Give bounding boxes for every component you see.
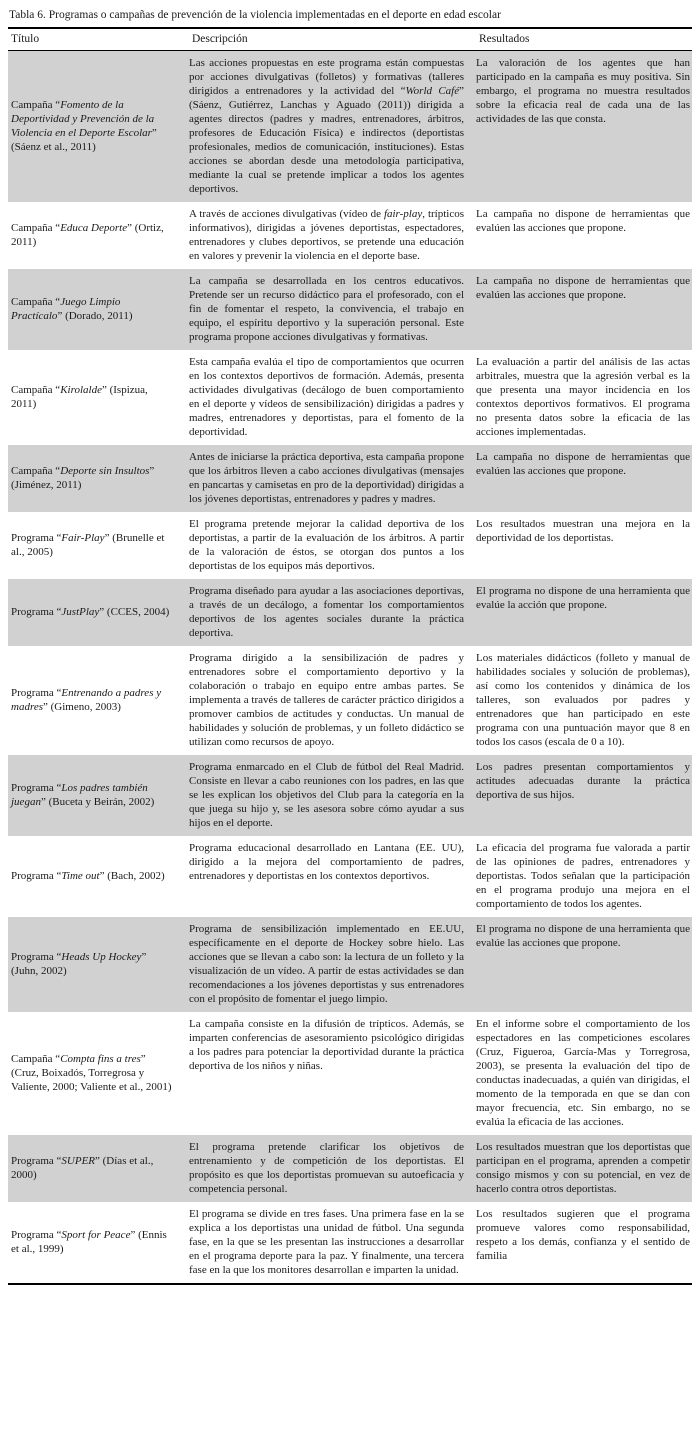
text-segment: ” (Bach, 2002) xyxy=(99,870,165,882)
table-row xyxy=(8,1135,692,1202)
text-segment: ” (Gimeno, 2003) xyxy=(42,701,121,713)
text-segment: Programa “ xyxy=(11,951,62,963)
table-row xyxy=(8,1202,692,1284)
cell-description xyxy=(189,1135,476,1202)
text-segment: Deporte sin Insultos xyxy=(60,465,150,477)
cell-title xyxy=(8,917,189,1012)
text-segment: Programa “ xyxy=(11,687,62,699)
text-segment: La campaña no dispone de herramientas que evalúen las acciones que propone. xyxy=(476,208,690,234)
text-segment: La campaña consiste en la difusión de trípticos. Además, se imparten conferencias de asesoramiento psicológico dirigidas a los padres para potenciar la deportividad durante la práctica deportiva de los niños y niñas. xyxy=(189,1018,464,1072)
cell-description xyxy=(189,1012,476,1135)
text-segment: Los padres presentan comportamientos y actitudes adecuadas durante la práctica deportiva de sus hijos. xyxy=(476,761,690,801)
cell-description xyxy=(189,202,476,269)
text-segment: Campaña “ xyxy=(11,296,61,308)
text-segment: El programa se divide en tres fases. Una primera fase en la se explica a los deportistas una unidad de fútbol. Una segunda fase, en la que se les presentan las instrucciones a desarrollar en el programa deporte para la paz. Y finalmente, una tercera fase en la que los monitores desarrollan e imparten la unidad. xyxy=(189,1208,464,1276)
text-segment: El programa pretende clarificar los objetivos de entrenamiento y de competición de los deportistas. El propósito es que los deportistas promuevan su autoeficacia y competencia personal. xyxy=(189,1141,464,1195)
text-segment: Los materiales didácticos (folleto y manual de habilidades sociales y solución de problemas), así como los contenidos y dinámica de los talleres, son evaluados por padres y entrenadores que han participado en este programa con una puntuación mayor que 8 en todos los casos (escala de 0 a 10). xyxy=(476,652,690,748)
cell-results xyxy=(476,1202,692,1284)
column-header-descripcion: Descripción xyxy=(189,28,476,51)
text-segment: La campaña no dispone de herramientas que evalúen las acciones que propone. xyxy=(476,275,690,301)
text-segment: Programa de sensibilización implementado en EE.UU, específicamente en el deporte de Hockey sobre hielo. Las acciones que se llevan a cabo son: la lectura de un folleto y la visualización de un vídeo. A partir de estas actividades se dan recomendaciones a los jóvenes deportistas y sus entrenadores con el propósito de fomentar el juego limpio. xyxy=(189,923,464,1005)
text-segment: Sport for Peace xyxy=(61,1229,131,1241)
text-segment: Programa diseñado para ayudar a las asociaciones deportivas, a través de un decálogo, a fomentar los comportamientos deportivos de los agentes sociales durante la práctica deportiva. xyxy=(189,585,464,639)
table-row xyxy=(8,51,692,203)
text-segment: A través de acciones divulgativas (vídeo de xyxy=(189,208,384,220)
cell-description xyxy=(189,917,476,1012)
cell-title xyxy=(8,1202,189,1284)
cell-results xyxy=(476,917,692,1012)
text-segment: ” (Ortiz, 2011) xyxy=(11,222,164,248)
cell-description xyxy=(189,579,476,646)
table-header-row xyxy=(8,28,692,51)
cell-description xyxy=(189,512,476,579)
text-segment: Programa “ xyxy=(11,870,62,882)
text-segment: ” (Ispizua, 2011) xyxy=(11,384,148,410)
cell-title xyxy=(8,512,189,579)
text-segment: Programa “ xyxy=(11,532,62,544)
column-header-resultados: Resultados xyxy=(476,28,692,51)
text-segment: ” (Ennis et al., 1999) xyxy=(11,1229,167,1255)
text-segment: ” (Sáenz et al., 2011) xyxy=(11,127,157,153)
text-segment: En el informe sobre el comportamiento de los espectadores en las competiciones escolares (Cruz, Figueroa, García-Mas y Torregrosa, 2003), se presenta la evaluación del tipo de conductas inadecuadas, a quién van dirigidas, el momento de la temporada en que se dan con mayor frecuencia, etc. Sin embargo, no se evalúa la eficacia de las acciones. xyxy=(476,1018,690,1128)
text-segment: El programa pretende mejorar la calidad deportiva de los deportistas, a partir de la evaluación de los árbitros. A partir de la valoración de éstos, se otorgan dos puntos a los deportistas de los equipos más deportivos. xyxy=(189,518,464,572)
cell-description xyxy=(189,836,476,917)
text-segment: El programa no dispone de una herramienta que evalúe las acciones que propone. xyxy=(476,923,690,949)
cell-results xyxy=(476,755,692,836)
text-segment: Programa enmarcado en el Club de fútbol del Real Madrid. Consiste en llevar a cabo reuniones con los padres, en las que se les explican los objetivos del Club para la categoría en la que juega su hijo y, se les asesora sobre cómo ayudar a sus hijos en el deporte. xyxy=(189,761,464,829)
programs-table xyxy=(8,27,692,1285)
text-segment: JustPlay xyxy=(61,606,100,618)
text-segment: La campaña se desarrollada en los centros educativos. Pretende ser un recurso didáctico para el profesorado, con el fin de fomentar el respeto, la convivencia, el trabajo en equipo, el espíritu deportivo y la superación personal. Este programa propone acciones divulgativas y formativas. xyxy=(189,275,464,343)
table-row xyxy=(8,579,692,646)
cell-title xyxy=(8,755,189,836)
cell-title xyxy=(8,350,189,445)
text-segment: Los resultados sugieren que el programa promueve valores como responsabilidad, respeto a los demás, confianza y el sentido de familia xyxy=(476,1208,690,1262)
text-segment: Esta campaña evalúa el tipo de comportamientos que ocurren en los contextos deportivos de formación. Además, presenta actividades divulgativas (decálogo de buen comportamiento en el deporte y vídeos de sensibilización) dirigidas a padres y madres, entrenadores y deportistas, para el fomento de la deportividad. xyxy=(189,356,464,438)
cell-results xyxy=(476,836,692,917)
cell-results xyxy=(476,512,692,579)
text-segment: Educa Deporte xyxy=(60,222,128,234)
text-segment: ” (Juhn, 2002) xyxy=(11,951,147,977)
text-segment: Kirolalde xyxy=(60,384,102,396)
text-segment: ” (Brunelle et al., 2005) xyxy=(11,532,165,558)
text-segment: Fomento de la Deportividad y Prevención de la Violencia en el Deporte Escolar xyxy=(11,99,155,139)
cell-title xyxy=(8,202,189,269)
text-segment: La valoración de los agentes que han participado en la campaña es muy positiva. Sin embargo, el programa no muestra resultados sobre la eficacia real de cada una de las actividades de las que consta. xyxy=(476,57,690,125)
cell-results xyxy=(476,51,692,203)
text-segment: Programa dirigido a la sensibilización de padres y entrenadores sobre el comportamiento deportivo y la colaboración o trabajo en equipo entre ambas partes. Se implementa a través de talleres de carácter práctico dirigidos a promover cambios de actitudes y conductas. Un manual de habilidades y solución de problemas, y un folleto didáctico se utilizan como recursos de apoyo. xyxy=(189,652,464,748)
text-segment: Las acciones propuestas en este programa están compuestas por acciones divulgativas (folletos) y formativas (talleres dirigidos a entrenadores y la actividad del “ xyxy=(189,57,464,97)
text-segment: ” (Dorado, 2011) xyxy=(57,310,133,322)
table-row xyxy=(8,755,692,836)
table-row xyxy=(8,269,692,350)
text-segment: Los resultados muestran una mejora en la deportividad de los deportistas. xyxy=(476,518,690,544)
cell-results xyxy=(476,1012,692,1135)
text-segment: Los resultados muestran que los deportistas que participan en el programa, aprenden a competir consigo mismos y con su potencial, en vez de hacerlo contra otros deportistas. xyxy=(476,1141,690,1195)
text-segment: Heads Up Hockey xyxy=(61,951,142,963)
cell-description xyxy=(189,755,476,836)
text-segment: ” (Buceta y Beirán, 2002) xyxy=(40,796,155,808)
text-segment: , trípticos informativos), dirigidas a jóvenes deportistas, espectadores, entrenadores y clubes deportivos, se pretende una educación en valores y prevenir la violencia en el deporte base. xyxy=(189,208,464,262)
text-segment: ” (Días et al., 2000) xyxy=(11,1155,154,1181)
table-row xyxy=(8,646,692,755)
table-header xyxy=(8,28,692,51)
cell-title xyxy=(8,51,189,203)
text-segment: ” (Cruz, Boixadós, Torregrosa y Valiente, 2000; Valiente et al., 2001) xyxy=(11,1053,172,1093)
text-segment: Campaña “ xyxy=(11,222,61,234)
cell-results xyxy=(476,269,692,350)
text-segment: Campaña “ xyxy=(11,465,61,477)
text-segment: Programa “ xyxy=(11,1155,62,1167)
text-segment: La eficacia del programa fue valorada a partir de las opiniones de padres, entrenadores y deportistas. Todos señalan que la participación en el programa produjo una mejora en el comportamiento de todos los agentes. xyxy=(476,842,690,910)
table-row xyxy=(8,1012,692,1135)
cell-title xyxy=(8,1012,189,1135)
table-row xyxy=(8,512,692,579)
cell-description xyxy=(189,1202,476,1284)
text-segment: Programa “ xyxy=(11,782,62,794)
cell-title xyxy=(8,579,189,646)
text-segment: Antes de iniciarse la práctica deportiva, esta campaña propone que los árbitros lleven a cabo acciones divulgativas (mensajes en pancartas y camisetas en pro de la deportividad) dirigidas a los jóvenes deportistas, entrenadores y padres y madres. xyxy=(189,451,464,505)
cell-title xyxy=(8,1135,189,1202)
text-segment: Campaña “ xyxy=(11,1053,61,1065)
text-segment: Programa “ xyxy=(11,1229,62,1241)
cell-results xyxy=(476,579,692,646)
text-segment: La campaña no dispone de herramientas que evalúen las acciones que propone. xyxy=(476,451,690,477)
text-segment: Campaña “ xyxy=(11,99,61,111)
table-row xyxy=(8,445,692,512)
table-row xyxy=(8,917,692,1012)
cell-title xyxy=(8,646,189,755)
table-row xyxy=(8,202,692,269)
text-segment: World Café xyxy=(405,85,460,97)
text-segment: El programa no dispone de una herramienta que evalúe la acción que propone. xyxy=(476,585,690,611)
table-row xyxy=(8,836,692,917)
cell-description xyxy=(189,350,476,445)
table-row xyxy=(8,350,692,445)
text-segment: La evaluación a partir del análisis de las actas arbitrales, muestra que la agresión verbal es la que presenta una mayor incidencia en los contextos deportivos formativos. El programa no presenta datos sobre la eficacia de las acciones implementadas. xyxy=(476,356,690,438)
cell-title xyxy=(8,445,189,512)
cell-description xyxy=(189,445,476,512)
cell-title xyxy=(8,836,189,917)
cell-title xyxy=(8,269,189,350)
column-header-titulo: Título xyxy=(8,28,189,51)
cell-results xyxy=(476,445,692,512)
text-segment: ” (Jiménez, 2011) xyxy=(11,465,155,491)
cell-description xyxy=(189,51,476,203)
cell-results xyxy=(476,350,692,445)
text-segment: ” (Sáenz, Gutiérrez, Lanchas y Aguado (2011)) dirigida a agentes directos (padres y madres, entrenadores, árbitros, profesores de Educación Física) e indirectos (deportistas profesionales, medios de comunicación, instituciones). Estas acciones se abordan desde una metodología participativa, mediante la cual se pretende implicar a todos los agentes deportivos. xyxy=(189,85,465,195)
text-segment: SUPER xyxy=(61,1155,96,1167)
cell-results xyxy=(476,1135,692,1202)
text-segment: Juego Limpio Practícalo xyxy=(11,296,121,322)
text-segment: Compta fins a tres xyxy=(60,1053,141,1065)
table-body xyxy=(8,51,692,1285)
text-segment: ” (CCES, 2004) xyxy=(99,606,170,618)
cell-description xyxy=(189,646,476,755)
text-segment: Fair-Play xyxy=(61,532,105,544)
cell-results xyxy=(476,646,692,755)
cell-description xyxy=(189,269,476,350)
text-segment: Los padres también juegan xyxy=(11,782,148,808)
text-segment: Time out xyxy=(61,870,100,882)
cell-results xyxy=(476,202,692,269)
text-segment: fair-play xyxy=(383,208,423,220)
text-segment: Programa “ xyxy=(11,606,62,618)
table-caption: Tabla 6. Programas o campañas de prevención de la violencia implementadas en el deporte en edad escolar xyxy=(9,9,501,21)
text-segment: Campaña “ xyxy=(11,384,61,396)
text-segment: Programa educacional desarrollado en Lantana (EE. UU), dirigido a la mejora del comportamiento de padres, entrenadores y deportistas en los contextos deportivos. xyxy=(189,842,464,882)
text-segment: Entrenando a padres y madres xyxy=(11,687,162,713)
